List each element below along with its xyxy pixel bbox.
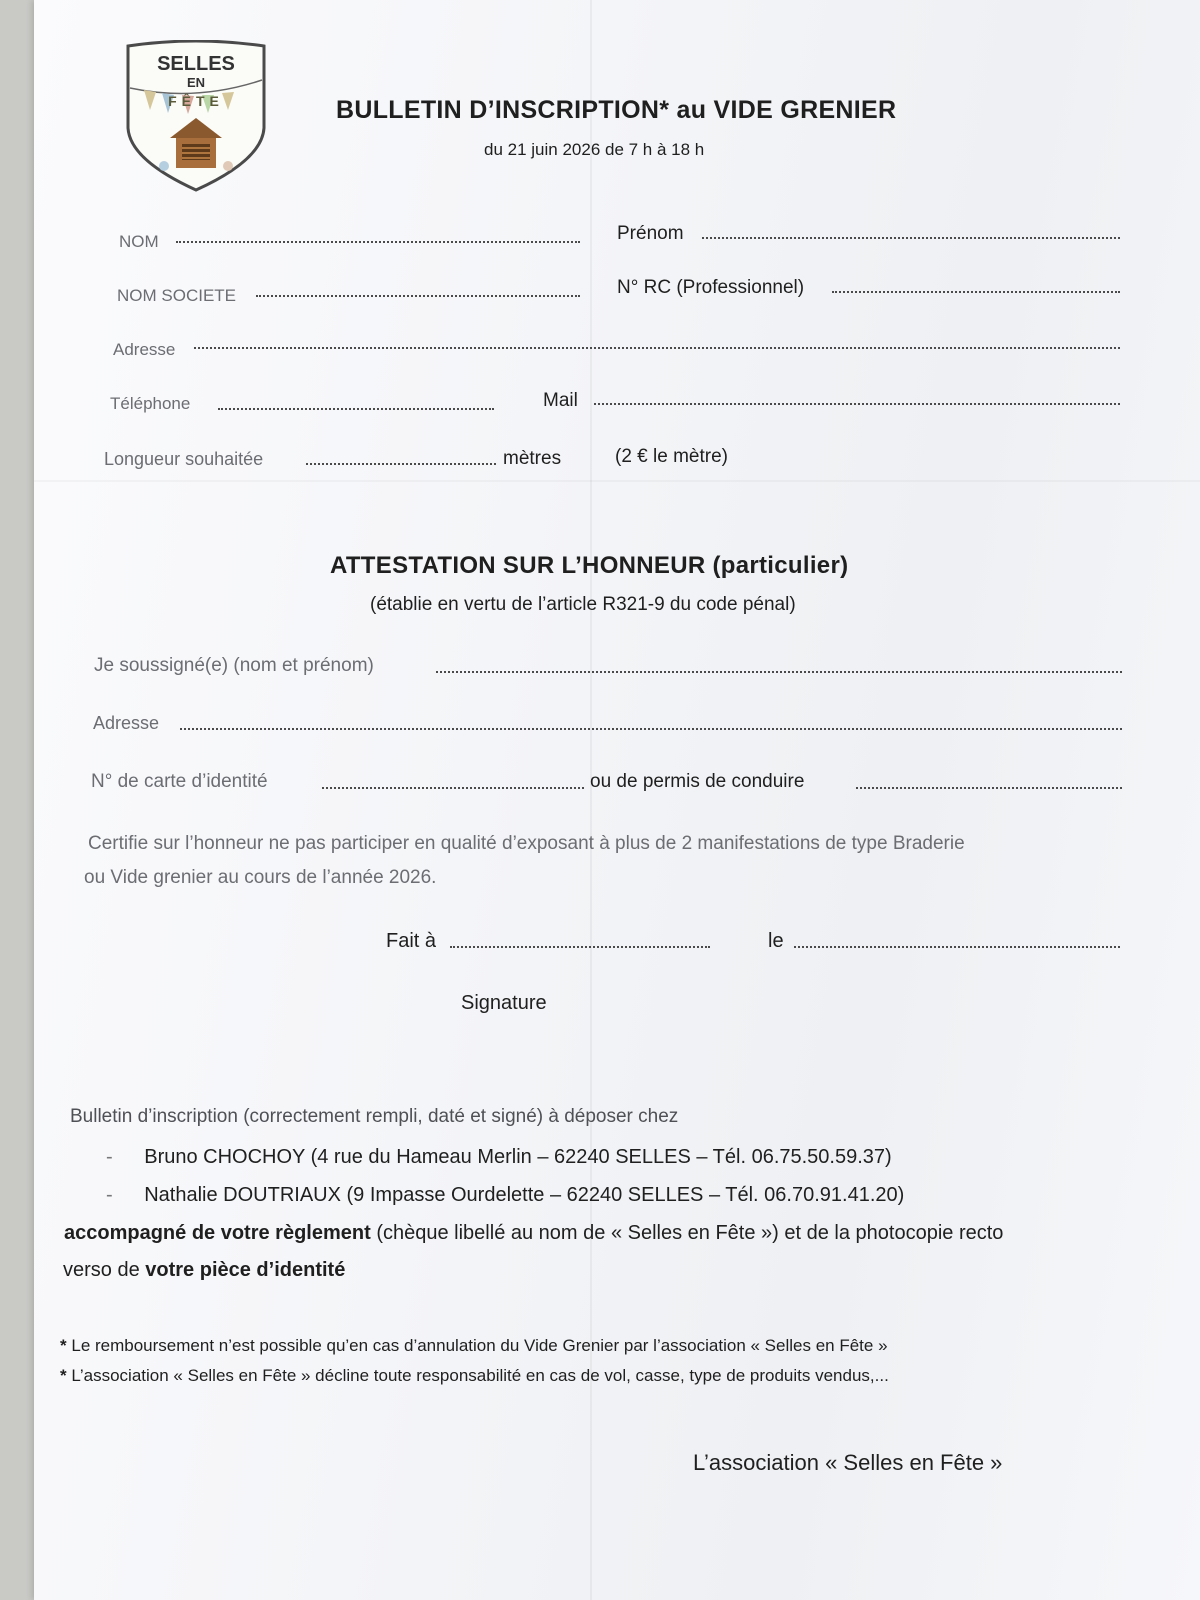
rc-label: N° RC (Professionnel): [617, 277, 805, 298]
asterisk-icon: *: [60, 1366, 67, 1385]
adresse-label: Adresse: [113, 340, 176, 359]
nom-label: NOM: [119, 232, 159, 251]
signature-area[interactable]: [380, 1030, 780, 1090]
logo-text-en: EN: [186, 75, 206, 90]
payment-line2: [63, 1259, 345, 1282]
carte-label-text: N° de carte d’identité: [91, 771, 268, 792]
payment-line2-start: verso de: [63, 1259, 146, 1281]
list-dash: -: [106, 1184, 113, 1206]
longueur-label: Longueur souhaitée: [104, 449, 264, 469]
le-label: le: [768, 930, 784, 952]
form-title: BULLETIN D’INSCRIPTION* au VIDE GRENIER: [336, 96, 897, 124]
fait-a-field[interactable]: [450, 946, 710, 948]
permis-field[interactable]: [856, 787, 1122, 789]
nom-societe-field[interactable]: [256, 295, 580, 297]
logo-text-selles: SELLES: [157, 53, 235, 75]
attestation-title: ATTESTATION SUR L’HONNEUR (particulier): [330, 552, 849, 579]
contact-2: [106, 1184, 904, 1207]
signature-label: Signature: [461, 992, 547, 1014]
prenom-label: Prénom: [617, 223, 684, 244]
nom-societe-label: NOM SOCIETE: [117, 286, 237, 305]
association-signoff: L’association « Selles en Fête »: [693, 1450, 1003, 1475]
fold-line-vertical: [590, 0, 592, 1600]
prenom-field[interactable]: [702, 237, 1120, 239]
date-field[interactable]: [794, 946, 1120, 948]
attestation-subtitle: (établie en vertu de l’article R321-9 du code pénal): [370, 594, 796, 615]
nom-field[interactable]: [176, 241, 580, 243]
payment-bold: accompagné de votre règlement: [64, 1222, 371, 1244]
contact-1: [106, 1146, 892, 1169]
tarif-text: (2 € le mètre): [615, 446, 728, 467]
carte-field[interactable]: [322, 787, 584, 789]
logo-text-fete: FÊTE: [168, 93, 224, 109]
contact-2-text: Nathalie DOUTRIAUX (9 Impasse Ourdelette – 62240 SELLES – Tél. 06.70.91.41.20): [144, 1184, 905, 1206]
longueur-field[interactable]: [306, 463, 496, 465]
telephone-label: Téléphone: [110, 394, 191, 413]
carte-label: [91, 771, 268, 793]
list-dash: -: [106, 1146, 113, 1168]
contact-1-text: Bruno CHOCHOY (4 rue du Hameau Merlin – 62240 SELLES – Tél. 06.75.50.59.37): [144, 1146, 892, 1168]
piece-identite-bold: votre pièce d’identité: [145, 1259, 346, 1281]
footnote-1-text: Le remboursement n’est possible qu’en cas d’annulation du Vide Grenier par l’association « Selles en Fête »: [71, 1336, 888, 1355]
soussigne-label: [94, 655, 374, 677]
soussigne-field[interactable]: [436, 671, 1122, 673]
adresse-field[interactable]: [194, 347, 1120, 349]
footnote-2-text: L’association « Selles en Fête » décline toute responsabilité en cas de vol, casse, type de produits vendus,...: [71, 1366, 889, 1385]
event-date: du 21 juin 2026 de 7 h à 18 h: [484, 140, 705, 159]
mail-field[interactable]: [594, 403, 1120, 405]
deposit-intro-text: Bulletin d’inscription (correctement rempli, daté et signé) à déposer chez: [70, 1106, 679, 1127]
permis-label: ou de permis de conduire: [590, 771, 805, 792]
attestation-adresse-field[interactable]: [180, 728, 1122, 730]
certifie-text-line2: ou Vide grenier au cours de l’année 2026.: [84, 867, 437, 888]
footnote-1: [60, 1336, 888, 1356]
fait-a-label: Fait à: [386, 930, 437, 952]
telephone-field[interactable]: [218, 408, 494, 410]
rc-field[interactable]: [832, 291, 1120, 293]
payment-line1: [64, 1222, 1200, 1245]
attestation-adresse-label: Adresse: [93, 713, 160, 733]
metres-unit: mètres: [503, 448, 562, 469]
soussigne-label-text: Je soussigné(e) (nom et prénom): [94, 655, 374, 676]
fold-line-horizontal: [34, 480, 1200, 482]
deposit-intro: [70, 1106, 678, 1128]
certifie-text-line1: Certifie sur l’honneur ne pas participer en qualité d’exposant à plus de 2 manifestations de type Braderie: [88, 833, 965, 854]
mail-label: Mail: [543, 390, 578, 411]
footnote-2: [60, 1366, 889, 1386]
payment-rest: (chèque libellé au nom de « Selles en Fête ») et de la photocopie recto: [370, 1222, 1004, 1244]
asterisk-icon: *: [60, 1336, 67, 1355]
selles-en-fete-logo: [122, 40, 270, 192]
